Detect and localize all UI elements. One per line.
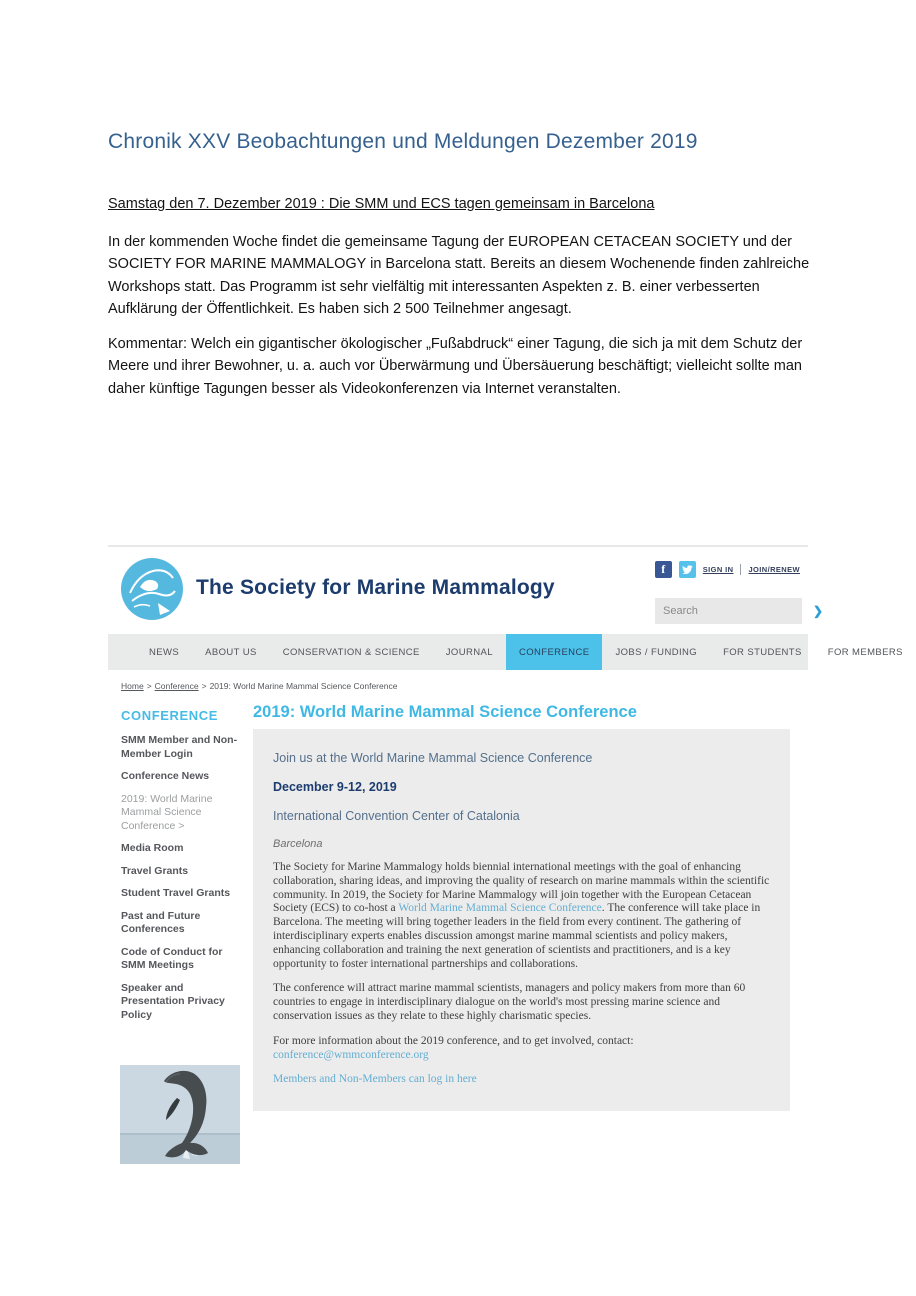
nav-item-jobs-funding[interactable]: JOBS / FUNDING <box>615 646 698 658</box>
document-paragraph-2: Kommentar: Welch ein gigantischer ökologischer „Fußabdruck“ einer Tagung, die sich ja mit dem Schutz der Meere und ihrer Bewohner, u. a. auch vor Überwärmung und Übersäuerung beschäftigt; vielleicht sollte man daher künftige Tagungen besser als Videokonferenzen via Internet veranstalten. <box>108 336 803 397</box>
breadcrumb-separator: > <box>146 681 152 691</box>
search-submit-arrow-icon[interactable]: ❯ <box>813 604 824 618</box>
nav-item-conservation-science[interactable]: CONSERVATION & SCIENCE <box>282 646 420 658</box>
dolphin-photo <box>120 1065 240 1164</box>
sidebar-item-past-future-conferences[interactable]: Past and Future Conferences <box>121 909 201 935</box>
sidebar-item-student-travel-grants[interactable]: Student Travel Grants <box>121 887 231 899</box>
conference-sidebar <box>121 708 245 1031</box>
topbar-divider <box>740 564 741 575</box>
contact-text: For more information about the 2019 conference, and to get involved, contact: <box>273 1034 634 1047</box>
breadcrumb-home-link[interactable]: Home <box>121 681 144 691</box>
paragraph-1-text-continued: . The conference will take place in Barcelona. The meeting will bring together leaders in the field from every continent. The gathering of interdisciplinary experts enables discussion amongst marine mammal scientists and policy makers, enhancing collaboration and training the next generation of scientists and practitioners, and is a key opportunity to foster international partnerships and collaborations. <box>273 902 761 970</box>
conference-venue: International Convention Center of Catalonia <box>273 809 520 823</box>
nav-item-for-students[interactable]: FOR STUDENTS <box>723 646 802 658</box>
nav-item-for-members[interactable]: FOR MEMBERS <box>827 646 903 658</box>
join-renew-link[interactable]: JOIN/RENEW <box>748 565 800 574</box>
breadcrumb-conference-link[interactable]: Conference <box>154 681 199 691</box>
smm-website-screenshot <box>108 545 903 1163</box>
conference-intro-line: Join us at the World Marine Mammal Science Conference <box>273 751 593 765</box>
nav-item-conference[interactable]: CONFERENCE <box>506 634 603 670</box>
document-paragraph-1: In der kommenden Woche findet die gemeinsame Tagung der EUROPEAN CETACEAN SOCIETY und der SOCIETY FOR MARINE MAMMALOGY in Barcelona statt. Bereits an diesem Wochenende finden zahlreiche Workshops statt. Das Programm ist sehr vielfältig mit interessanten Aspekten z. B. einer verbesserten Aufklärung der Öffentlichkeit. Es haben sich 2 500 Teilnehmer angesagt. <box>108 234 810 318</box>
contact-email-link[interactable]: conference@wmmconference.org <box>273 1048 429 1061</box>
sign-in-link[interactable]: SIGN IN <box>702 565 734 574</box>
site-topbar <box>655 561 800 578</box>
breadcrumb-separator: > <box>201 681 207 691</box>
conference-dates: December 9-12, 2019 <box>273 780 397 794</box>
breadcrumb <box>121 681 397 691</box>
main-navigation <box>108 634 903 670</box>
page-title: 2019: World Marine Mammal Science Conference <box>253 703 637 721</box>
member-login-link[interactable]: Members and Non-Members can log in here <box>273 1073 477 1086</box>
search-input[interactable] <box>655 605 813 617</box>
sidebar-item-travel-grants[interactable]: Travel Grants <box>121 864 189 877</box>
site-brand-title[interactable]: The Society for Marine Mammalogy <box>196 576 555 599</box>
sidebar-item-code-of-conduct[interactable]: Code of Conduct for SMM Meetings <box>121 945 223 971</box>
nav-item-news[interactable]: NEWS <box>149 646 180 658</box>
document-title: Chronik XXV Beobachtungen und Meldungen Dezember 2019 <box>108 130 698 153</box>
main-content <box>253 703 790 1111</box>
sidebar-heading: CONFERENCE <box>121 708 219 723</box>
sidebar-item-member-login[interactable]: SMM Member and Non-Member Login <box>121 734 238 760</box>
paragraph-1-text: The Society for Marine Mammalogy holds biennial international meetings with the goal of enhancing collaboration, sharing ideas, and improving the quality of research on marine mammals within the scientific community. In 2019, the Society for Marine Mammalogy will join together with the European Cetacean Society (ECS) to co-host a <box>273 861 770 915</box>
sidebar-item-speaker-privacy-policy[interactable]: Speaker and Presentation Privacy Policy <box>121 981 225 1021</box>
site-header <box>108 547 824 634</box>
conference-city: Barcelona <box>273 838 323 850</box>
twitter-icon[interactable] <box>679 561 696 578</box>
sidebar-item-conference-news[interactable]: Conference News <box>121 770 210 782</box>
conference-info-box <box>253 729 790 1111</box>
conference-paragraph-2: The conference will attract marine mammal scientists, managers and policy makers from more than 60 countries to engage in interdisciplinary dialogue on the world's most pressing marine science and conservation issues as they relate to these highly charismatic species. <box>273 982 746 1022</box>
smm-logo-icon[interactable] <box>120 557 184 621</box>
conference-contact-line <box>273 1035 770 1063</box>
nav-item-about-us[interactable]: ABOUT US <box>205 646 257 658</box>
document-subheading: Samstag den 7. Dezember 2019 : Die SMM und ECS tagen gemeinsam in Barcelona <box>108 196 655 212</box>
sidebar-item-2019-conference[interactable]: 2019: World Marine Mammal Science Conference > <box>121 792 213 832</box>
search-box <box>655 598 824 624</box>
facebook-icon[interactable]: f <box>655 561 672 578</box>
sidebar-item-media-room[interactable]: Media Room <box>121 842 184 854</box>
breadcrumb-current-page: 2019: World Marine Mammal Science Conference <box>209 681 398 691</box>
conference-paragraph-1 <box>273 861 770 971</box>
nav-item-journal[interactable]: JOURNAL <box>445 646 493 658</box>
wmmc-inline-link[interactable]: World Marine Mammal Science Conference <box>398 902 602 915</box>
